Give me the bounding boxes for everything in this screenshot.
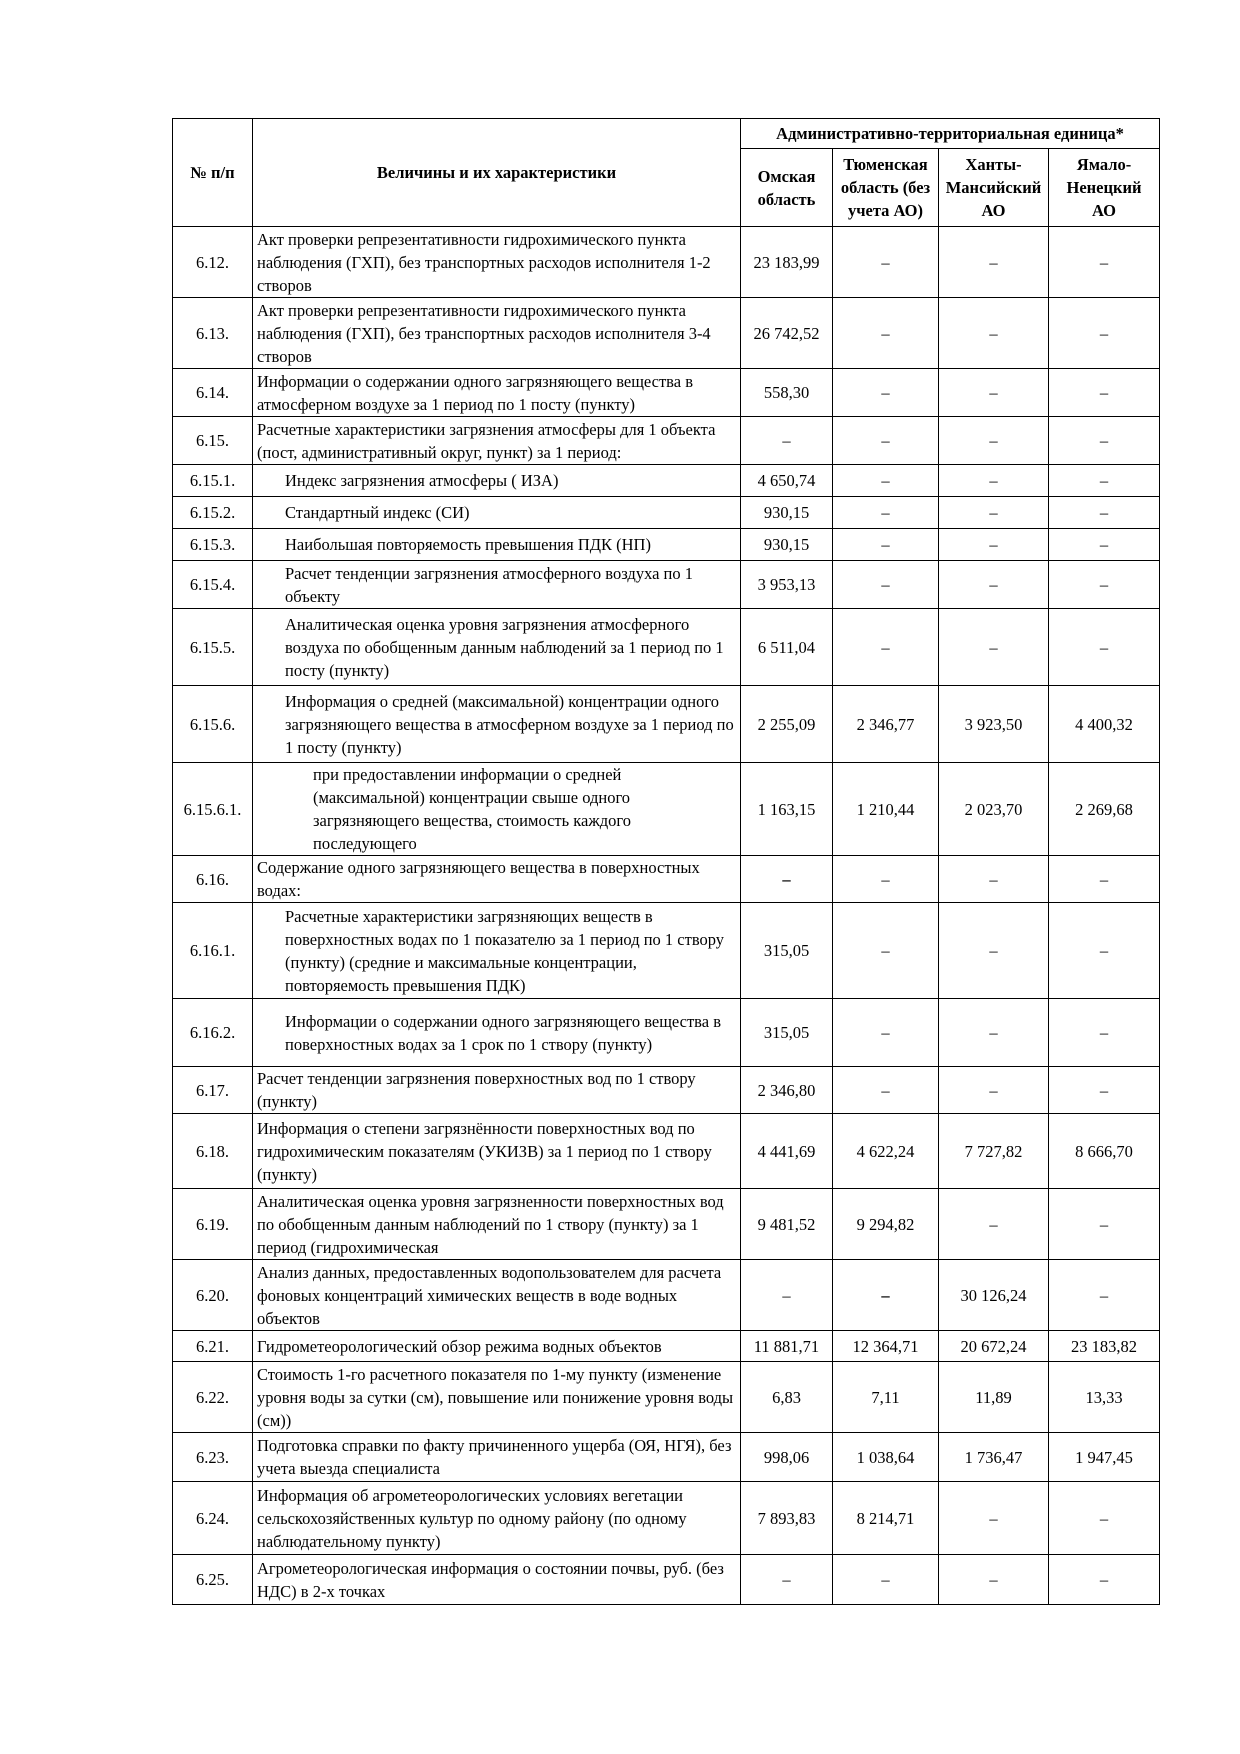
row-desc: Агрометеорологическая информация о состоянии почвы, руб. (без НДС) в 2-х точках: [253, 1555, 741, 1605]
value-khmao: –: [939, 1482, 1049, 1555]
table-row: [173, 999, 1160, 1067]
row-desc: Расчетные характеристики загрязняющих веществ в поверхностных водах по 1 показателю за 1 период по 1 створу (пункту) (средние и максимальные концентрации, повторяемость превышения ПДК): [253, 903, 741, 999]
row-desc: Гидрометеорологический обзор режима водных объектов: [253, 1331, 741, 1362]
value-omsk: –: [741, 417, 833, 465]
value-omsk: –: [741, 856, 833, 903]
value-omsk: 558,30: [741, 369, 833, 417]
value-omsk: 11 881,71: [741, 1331, 833, 1362]
table-row: [173, 465, 1160, 497]
table-row: [173, 1114, 1160, 1189]
table-row: [173, 227, 1160, 298]
value-khmao: –: [939, 227, 1049, 298]
header-region-khmao: Ханты-Мансийский АО: [939, 149, 1049, 227]
row-num: 6.16.1.: [173, 903, 253, 999]
value-yanao: –: [1049, 1260, 1160, 1331]
value-yanao: 8 666,70: [1049, 1114, 1160, 1189]
value-khmao: –: [939, 298, 1049, 369]
value-khmao: –: [939, 369, 1049, 417]
row-num: 6.15.: [173, 417, 253, 465]
table-row: [173, 1067, 1160, 1114]
row-desc: Индекс загрязнения атмосферы ( ИЗА): [253, 465, 741, 497]
value-tyumen: –: [833, 1555, 939, 1605]
value-omsk: 2 346,80: [741, 1067, 833, 1114]
table-row: [173, 686, 1160, 763]
value-yanao: 1 947,45: [1049, 1433, 1160, 1482]
value-yanao: –: [1049, 609, 1160, 686]
value-khmao: 2 023,70: [939, 763, 1049, 856]
value-tyumen: –: [833, 298, 939, 369]
value-omsk: 26 742,52: [741, 298, 833, 369]
value-yanao: –: [1049, 903, 1160, 999]
value-yanao: 23 183,82: [1049, 1331, 1160, 1362]
value-yanao: –: [1049, 497, 1160, 529]
value-tyumen: –: [833, 1260, 939, 1331]
value-yanao: –: [1049, 417, 1160, 465]
value-omsk: 930,15: [741, 497, 833, 529]
row-desc: Стоимость 1-го расчетного показателя по 1-му пункту (изменение уровня воды за сутки (см), повышение или понижение уровня воды (см)): [253, 1362, 741, 1433]
value-tyumen: –: [833, 417, 939, 465]
row-desc: Информация о средней (максимальной) концентрации одного загрязняющего вещества в атмосферном воздухе за 1 период по 1 посту (пункту): [253, 686, 741, 763]
row-num: 6.15.2.: [173, 497, 253, 529]
value-omsk: 23 183,99: [741, 227, 833, 298]
value-khmao: –: [939, 417, 1049, 465]
value-khmao: –: [939, 529, 1049, 561]
row-num: 6.16.: [173, 856, 253, 903]
header-region-omsk: Омская область: [741, 149, 833, 227]
value-tyumen: –: [833, 465, 939, 497]
row-num: 6.25.: [173, 1555, 253, 1605]
value-yanao: –: [1049, 856, 1160, 903]
value-tyumen: 4 622,24: [833, 1114, 939, 1189]
row-num: 6.17.: [173, 1067, 253, 1114]
value-omsk: 6,83: [741, 1362, 833, 1433]
value-tyumen: 1 038,64: [833, 1433, 939, 1482]
value-yanao: –: [1049, 298, 1160, 369]
table-row: [173, 1482, 1160, 1555]
value-tyumen: –: [833, 999, 939, 1067]
table-row: [173, 1362, 1160, 1433]
value-tyumen: 1 210,44: [833, 763, 939, 856]
value-yanao: –: [1049, 1555, 1160, 1605]
header-region-yanao: Ямало-Ненецкий АО: [1049, 149, 1160, 227]
row-num: 6.12.: [173, 227, 253, 298]
value-khmao: 11,89: [939, 1362, 1049, 1433]
value-omsk: 315,05: [741, 999, 833, 1067]
row-desc: Наибольшая повторяемость превышения ПДК (НП): [253, 529, 741, 561]
value-tyumen: –: [833, 903, 939, 999]
table-row: [173, 1189, 1160, 1260]
row-desc: Аналитическая оценка уровня загрязнения атмосферного воздуха по обобщенным данным наблюдений за 1 период по 1 посту (пункту): [253, 609, 741, 686]
value-khmao: –: [939, 999, 1049, 1067]
value-omsk: 2 255,09: [741, 686, 833, 763]
table-row: [173, 1555, 1160, 1605]
value-khmao: –: [939, 1067, 1049, 1114]
row-num: 6.20.: [173, 1260, 253, 1331]
table-row: [173, 369, 1160, 417]
value-omsk: –: [741, 1555, 833, 1605]
value-tyumen: 12 364,71: [833, 1331, 939, 1362]
value-khmao: 1 736,47: [939, 1433, 1049, 1482]
row-desc: Расчет тенденции загрязнения поверхностных вод по 1 створу (пункту): [253, 1067, 741, 1114]
value-khmao: –: [939, 561, 1049, 609]
row-num: 6.15.1.: [173, 465, 253, 497]
value-tyumen: –: [833, 497, 939, 529]
value-yanao: –: [1049, 999, 1160, 1067]
value-tyumen: 2 346,77: [833, 686, 939, 763]
value-tyumen: –: [833, 1067, 939, 1114]
row-num: 6.19.: [173, 1189, 253, 1260]
row-num: 6.22.: [173, 1362, 253, 1433]
value-yanao: –: [1049, 1189, 1160, 1260]
value-khmao: 30 126,24: [939, 1260, 1049, 1331]
row-desc: Содержание одного загрязняющего вещества в поверхностных водах:: [253, 856, 741, 903]
value-omsk: 7 893,83: [741, 1482, 833, 1555]
value-khmao: –: [939, 1555, 1049, 1605]
value-yanao: –: [1049, 1482, 1160, 1555]
row-num: 6.24.: [173, 1482, 253, 1555]
value-tyumen: –: [833, 856, 939, 903]
header-admin-unit: Административно-территориальная единица*: [741, 119, 1160, 149]
header-region-tyumen: Тюменская область (без учета АО): [833, 149, 939, 227]
row-desc: Расчет тенденции загрязнения атмосферного воздуха по 1 объекту: [253, 561, 741, 609]
table-row: [173, 1260, 1160, 1331]
row-desc: Акт проверки репрезентативности гидрохимического пункта наблюдения (ГХП), без транспортных расходов исполнителя 1-2 створов: [253, 227, 741, 298]
value-omsk: 4 650,74: [741, 465, 833, 497]
table-row: [173, 298, 1160, 369]
value-yanao: –: [1049, 369, 1160, 417]
header-desc: Величины и их характеристики: [253, 119, 741, 227]
table-row: [173, 763, 1160, 856]
row-num: 6.15.6.1.: [173, 763, 253, 856]
row-num: 6.18.: [173, 1114, 253, 1189]
value-yanao: 4 400,32: [1049, 686, 1160, 763]
row-num: 6.14.: [173, 369, 253, 417]
value-tyumen: –: [833, 529, 939, 561]
row-num: 6.15.6.: [173, 686, 253, 763]
row-desc: при предоставлении информации о средней (максимальной) концентрации свыше одного загрязняющего вещества, стоимость каждого последующего: [253, 763, 741, 856]
value-tyumen: 8 214,71: [833, 1482, 939, 1555]
value-khmao: –: [939, 609, 1049, 686]
row-desc: Расчетные характеристики загрязнения атмосферы для 1 объекта (пост, административный округ, пункт) за 1 период:: [253, 417, 741, 465]
table-row: [173, 417, 1160, 465]
value-khmao: –: [939, 1189, 1049, 1260]
value-omsk: 998,06: [741, 1433, 833, 1482]
value-khmao: –: [939, 465, 1049, 497]
value-tyumen: 7,11: [833, 1362, 939, 1433]
value-yanao: –: [1049, 561, 1160, 609]
table-row: [173, 497, 1160, 529]
value-khmao: –: [939, 903, 1049, 999]
row-num: 6.21.: [173, 1331, 253, 1362]
value-yanao: –: [1049, 465, 1160, 497]
value-omsk: –: [741, 1260, 833, 1331]
value-tyumen: –: [833, 609, 939, 686]
row-num: 6.15.4.: [173, 561, 253, 609]
row-num: 6.16.2.: [173, 999, 253, 1067]
row-num: 6.13.: [173, 298, 253, 369]
value-omsk: 6 511,04: [741, 609, 833, 686]
value-omsk: 930,15: [741, 529, 833, 561]
header-row-group: [173, 119, 1160, 149]
value-tyumen: –: [833, 369, 939, 417]
row-desc: Аналитическая оценка уровня загрязненности поверхностных вод по обобщенным данным наблюдений по 1 створу (пункту) за 1 период (гидрохимическая: [253, 1189, 741, 1260]
value-yanao: –: [1049, 529, 1160, 561]
table-row: [173, 1331, 1160, 1362]
tariff-table-container: [172, 118, 1159, 1605]
value-omsk: 1 163,15: [741, 763, 833, 856]
table-row: [173, 1433, 1160, 1482]
value-omsk: 3 953,13: [741, 561, 833, 609]
value-tyumen: –: [833, 561, 939, 609]
value-khmao: –: [939, 497, 1049, 529]
row-num: 6.23.: [173, 1433, 253, 1482]
table-row: [173, 856, 1160, 903]
value-omsk: 9 481,52: [741, 1189, 833, 1260]
tariff-table: [172, 118, 1160, 1605]
row-desc: Информация об агрометеорологических условиях вегетации сельскохозяйственных культур по одному району (по одному наблюдательному пункту): [253, 1482, 741, 1555]
value-omsk: 4 441,69: [741, 1114, 833, 1189]
header-num: № п/п: [173, 119, 253, 227]
table-row: [173, 903, 1160, 999]
row-desc: Анализ данных, предоставленных водопользователем для расчета фоновых концентраций химических веществ в воде водных объектов: [253, 1260, 741, 1331]
value-khmao: 3 923,50: [939, 686, 1049, 763]
value-yanao: –: [1049, 227, 1160, 298]
value-tyumen: 9 294,82: [833, 1189, 939, 1260]
row-desc: Информации о содержании одного загрязняющего вещества в поверхностных водах за 1 срок по 1 створу (пункту): [253, 999, 741, 1067]
row-desc: Подготовка справки по факту причиненного ущерба (ОЯ, НГЯ), без учета выезда специалиста: [253, 1433, 741, 1482]
row-num: 6.15.5.: [173, 609, 253, 686]
value-yanao: 13,33: [1049, 1362, 1160, 1433]
value-tyumen: –: [833, 227, 939, 298]
row-num: 6.15.3.: [173, 529, 253, 561]
value-yanao: 2 269,68: [1049, 763, 1160, 856]
row-desc: Акт проверки репрезентативности гидрохимического пункта наблюдения (ГХП), без транспортных расходов исполнителя 3-4 створов: [253, 298, 741, 369]
table-row: [173, 561, 1160, 609]
value-yanao: –: [1049, 1067, 1160, 1114]
value-khmao: –: [939, 856, 1049, 903]
value-khmao: 7 727,82: [939, 1114, 1049, 1189]
table-row: [173, 609, 1160, 686]
row-desc: Информации о содержании одного загрязняющего вещества в атмосферном воздухе за 1 период по 1 посту (пункту): [253, 369, 741, 417]
table-row: [173, 529, 1160, 561]
row-desc: Стандартный индекс (СИ): [253, 497, 741, 529]
row-desc: Информация о степени загрязнённости поверхностных вод по гидрохимическим показателям (УКИЗВ) за 1 период по 1 створу (пункту): [253, 1114, 741, 1189]
value-khmao: 20 672,24: [939, 1331, 1049, 1362]
value-omsk: 315,05: [741, 903, 833, 999]
